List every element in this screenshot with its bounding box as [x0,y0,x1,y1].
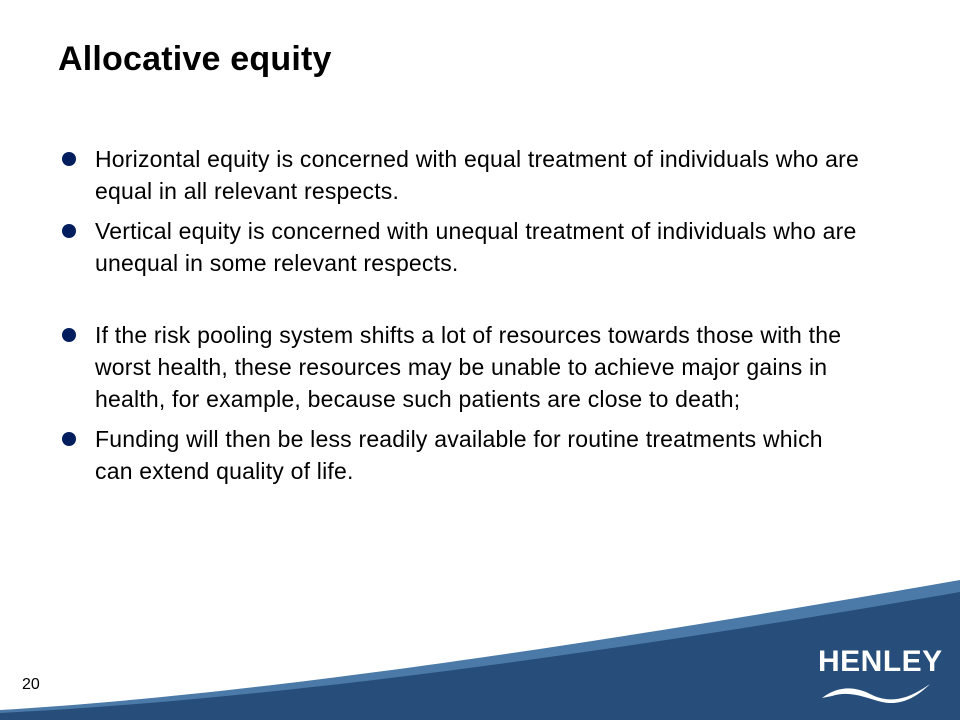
bullet-text: Vertical equity is concerned with unequal treatment of individuals who are unequal in some relevant respects. [95,218,857,276]
slide-title: Allocative equity [58,40,332,78]
wave-swoosh-icon [820,682,934,706]
footer-wave-band [0,560,960,720]
bullet-item [60,423,860,487]
henley-logo [818,645,943,708]
bullet-text: Horizontal equity is concerned with equal treatment of individuals who are equal in all relevant respects. [95,146,859,204]
bullet-dot-icon [62,224,76,238]
bullet-item [60,143,860,207]
logo-text: HENLEY [818,645,943,678]
bullet-item [60,319,860,415]
bullet-item [60,215,860,279]
bullet-list [60,143,860,495]
page-number: 20 [22,676,40,693]
bullet-text: Funding will then be less readily available for routine treatments which can extend quality of life. [95,426,823,484]
bullet-text: If the risk pooling system shifts a lot of resources towards those with the worst health, these resources may be unable to achieve major gains in health, for example, because such patients are close to death; [95,322,842,412]
bullet-dot-icon [62,152,76,166]
bullet-dot-icon [62,432,76,446]
bullet-dot-icon [62,328,76,342]
